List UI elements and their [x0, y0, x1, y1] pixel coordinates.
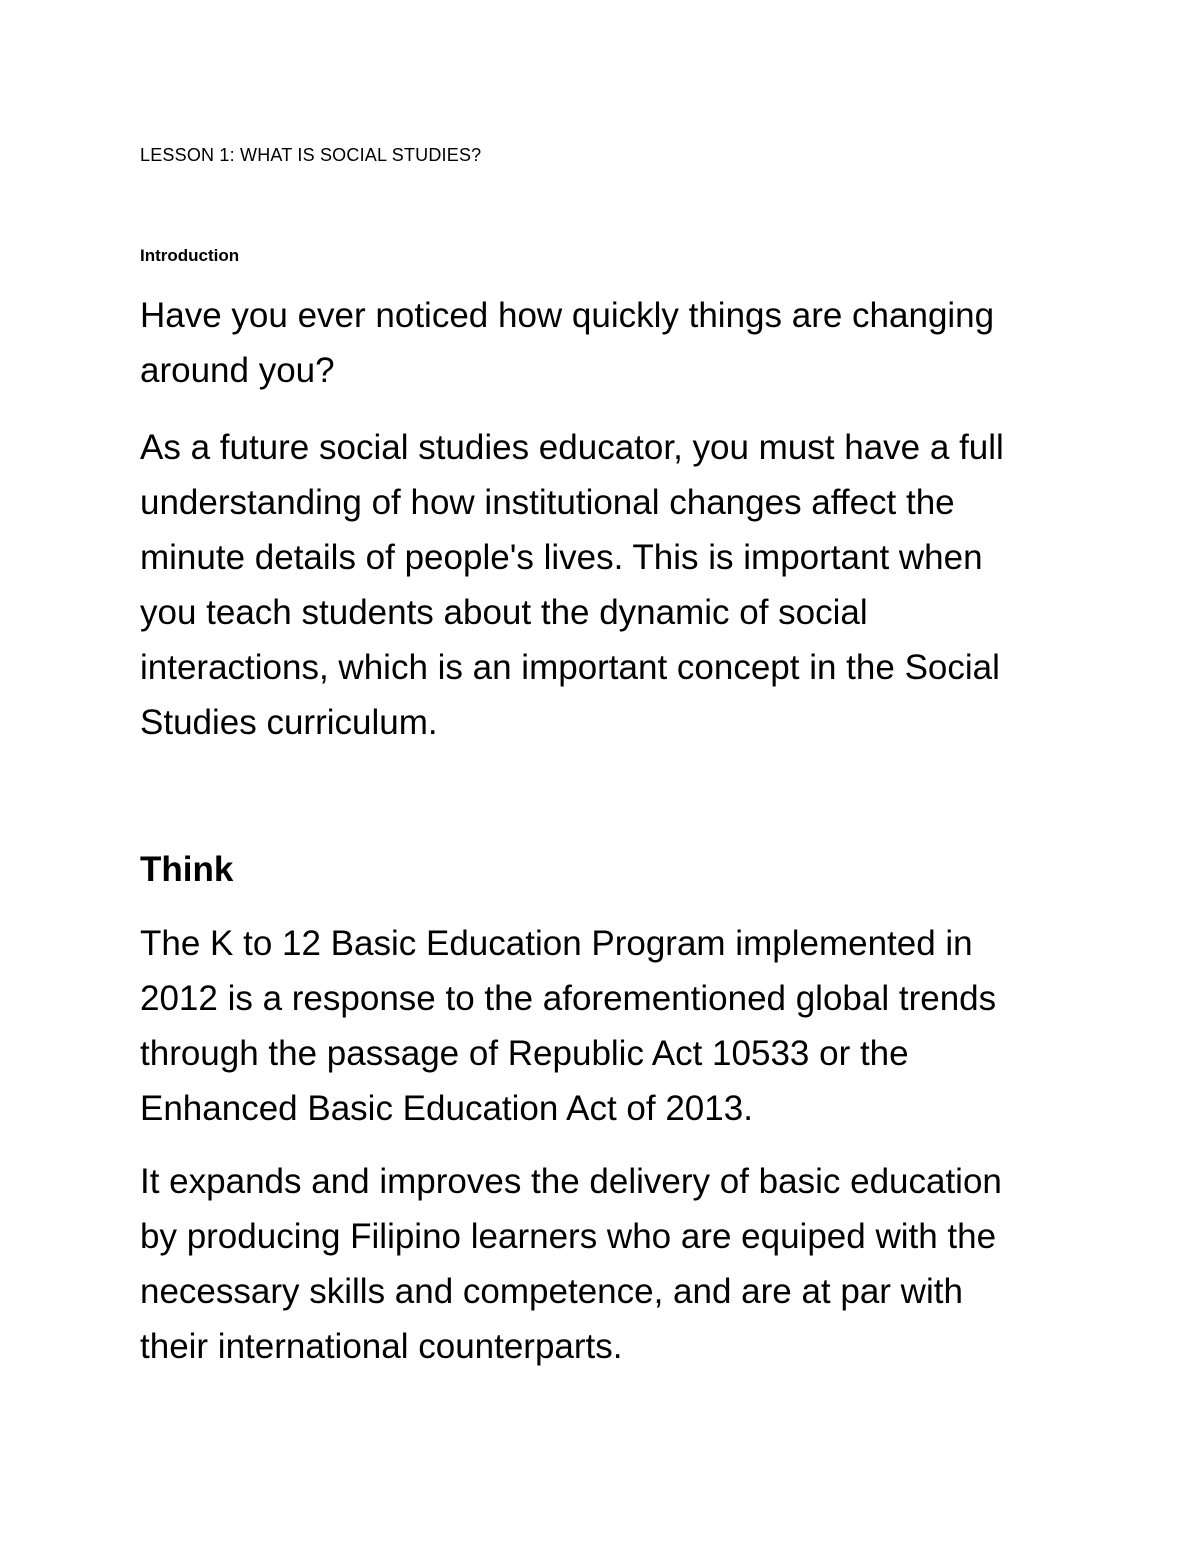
introduction-paragraph-1: Have you ever noticed how quickly things are changing around you? [140, 296, 995, 390]
think-paragraph-2: It expands and improves the delivery of basic education by producing Filipino learners who are equiped with the necessary skills and competence, and are at par with their international counterparts. [140, 1162, 1002, 1366]
introduction-paragraph-2: As a future social studies educator, you must have a full understanding of how institutional changes affect the minute details of people's lives. This is important when you teach students about the dynamic of social interactions, which is an important concept in the Social Studies curriculum. [140, 428, 1004, 742]
think-paragraph-1: The K to 12 Basic Education Program implemented in 2012 is a response to the aforementioned global trends through the passage of Republic Act 10533 or the Enhanced Basic Education Act of 2013. [140, 924, 997, 1128]
introduction-heading: Introduction [140, 246, 240, 265]
lesson-title: LESSON 1: WHAT IS SOCIAL STUDIES? [140, 145, 482, 165]
think-heading: Think [140, 850, 234, 889]
